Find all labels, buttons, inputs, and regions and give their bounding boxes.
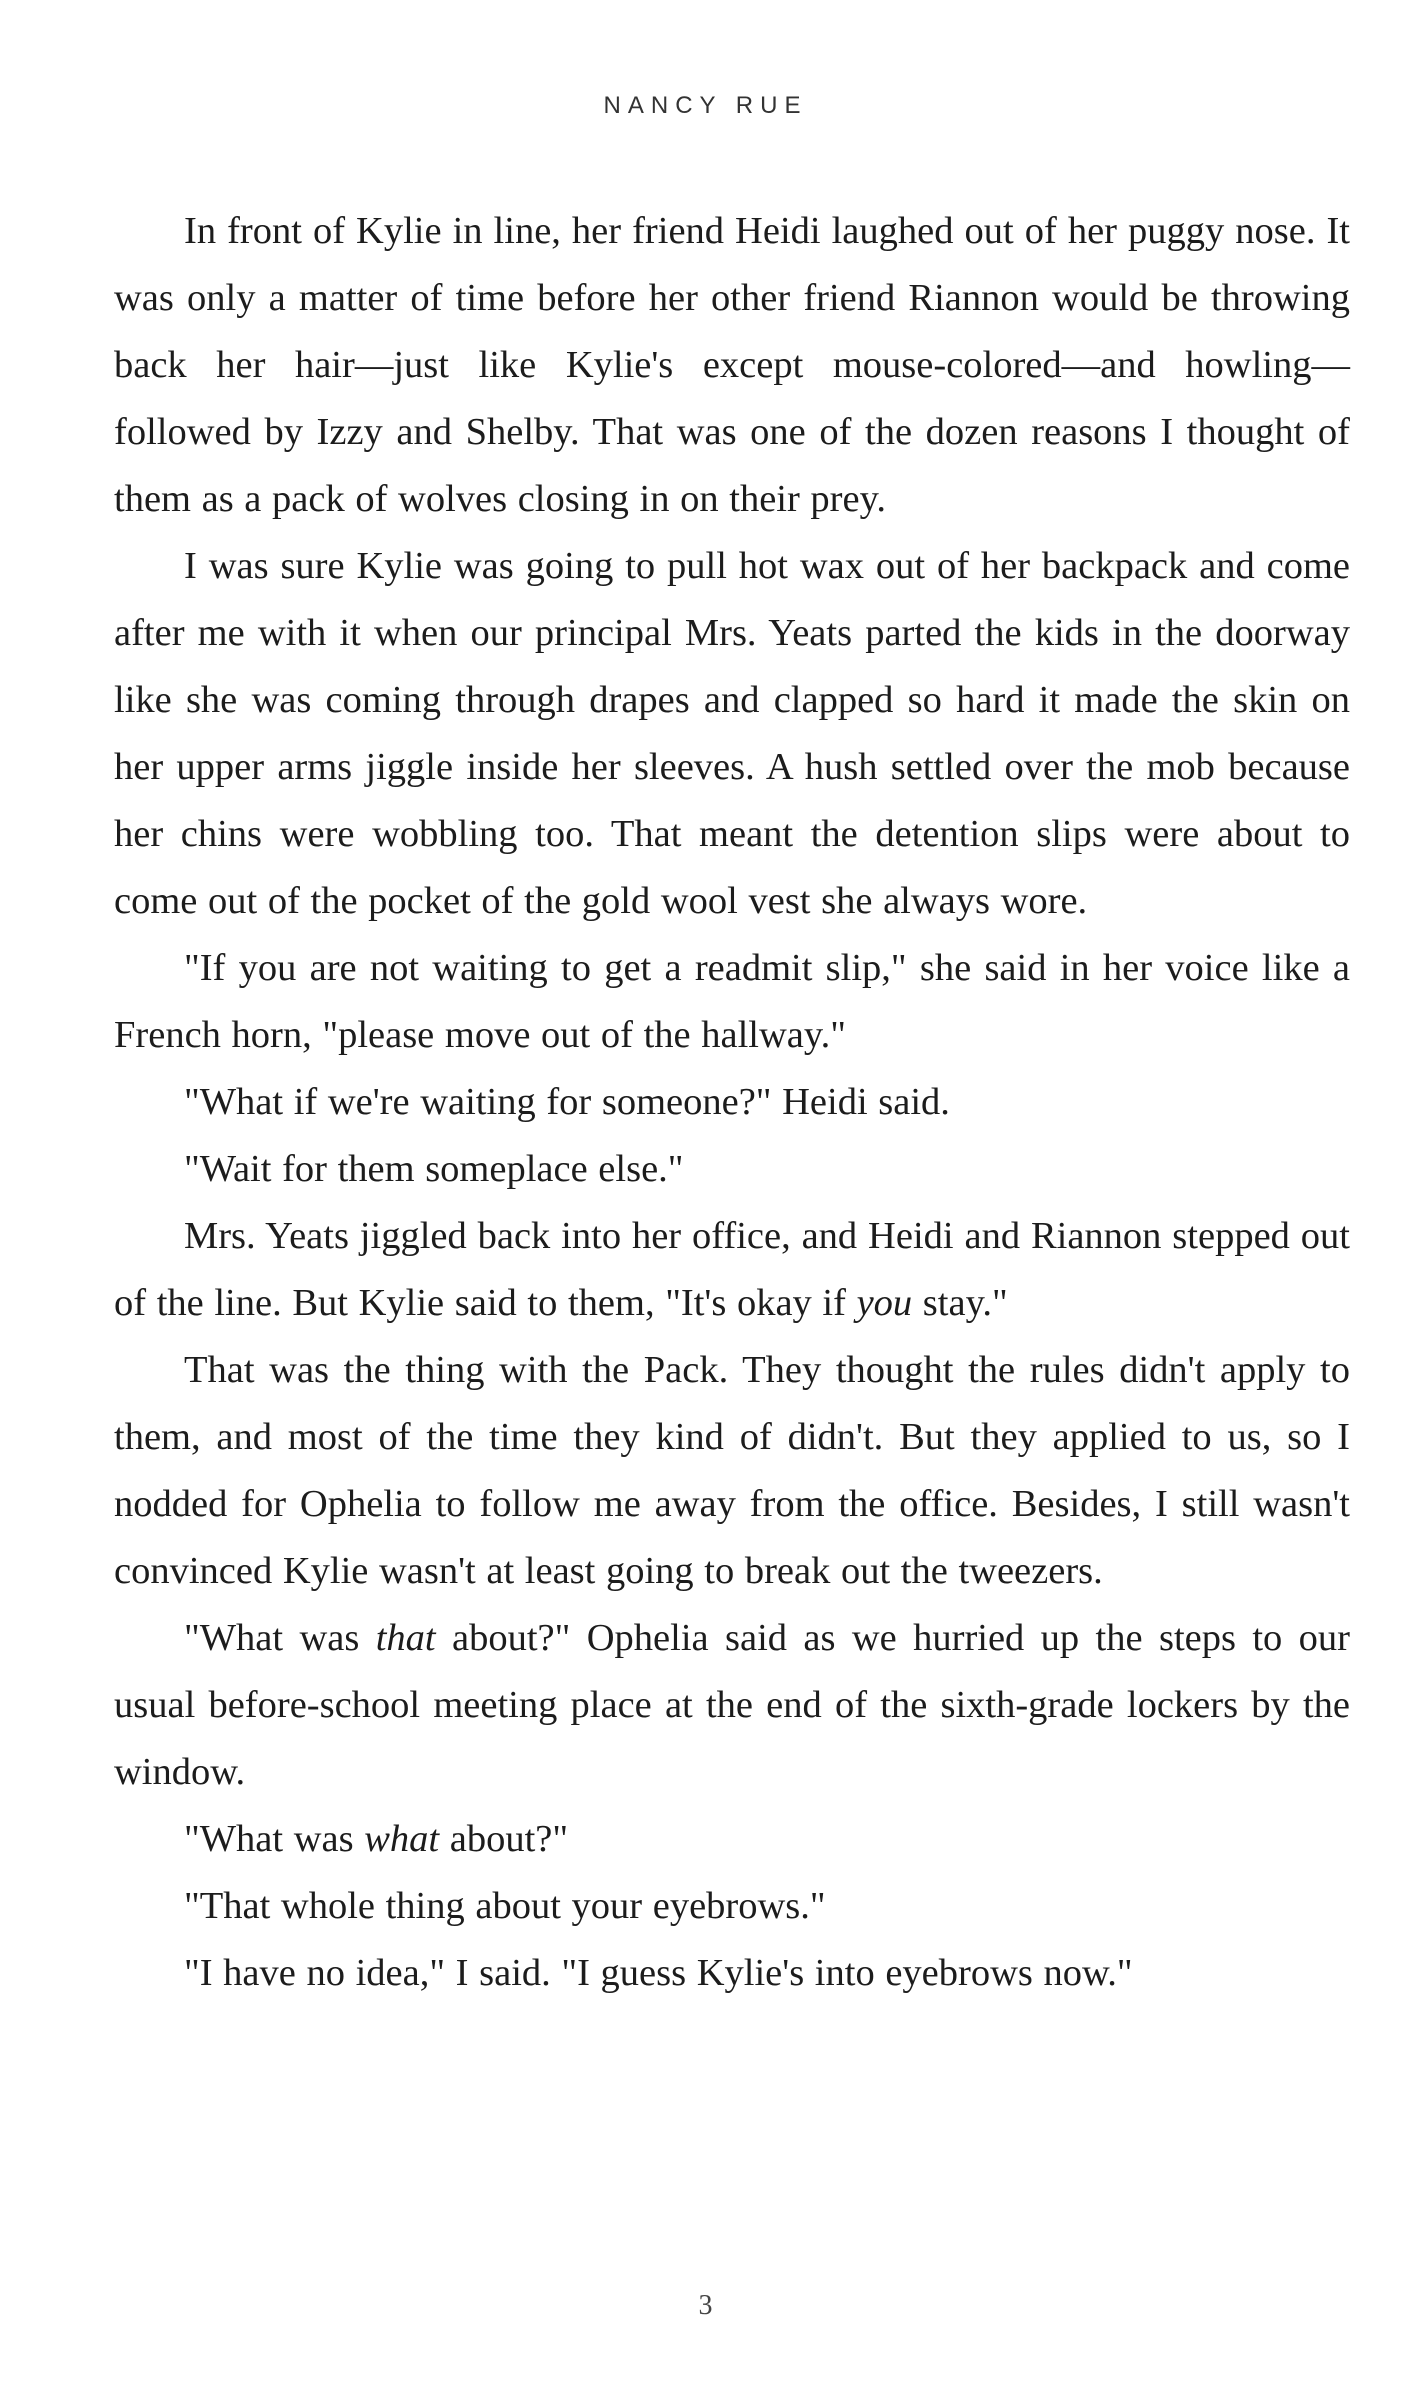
paragraph xyxy=(114,1605,1350,1806)
paragraph xyxy=(114,935,1350,1069)
paragraph-text: "Wait for them someplace else." xyxy=(184,1148,684,1190)
paragraph xyxy=(114,533,1350,935)
paragraph-text: "What was xyxy=(184,1818,365,1860)
italic-emphasis: what xyxy=(364,1818,440,1860)
paragraph-text: "That whole thing about your eyebrows." xyxy=(184,1885,826,1927)
paragraph-text: about?" xyxy=(439,1818,569,1860)
paragraph-text: about?" Ophelia said as we hurried up the steps to our usual before-school meeting place at the end of the sixth-grade lockers by the window. xyxy=(114,1617,1351,1793)
paragraph-text: "What if we're waiting for someone?" Heidi said. xyxy=(184,1081,950,1123)
italic-emphasis: that xyxy=(375,1617,436,1659)
paragraph-text: Mrs. Yeats jiggled back into her office, and Heidi and Riannon stepped out of the line. But Kylie said to them, "It's okay if xyxy=(114,1215,1350,1324)
paragraph xyxy=(114,198,1350,533)
paragraph xyxy=(114,1337,1350,1605)
paragraph-text: stay." xyxy=(912,1282,1008,1324)
paragraph-text: "I have no idea," I said. "I guess Kylie's into eyebrows now." xyxy=(184,1952,1133,1994)
paragraph xyxy=(114,1203,1350,1337)
paragraph-text: That was the thing with the Pack. They thought the rules didn't apply to them, and most of the time they kind of didn't. But they applied to us, so I nodded for Ophelia to follow me away from the office. Besides, I still wasn't convinced Kylie wasn't at least going to break out the tweezers. xyxy=(114,1349,1350,1592)
italic-emphasis: you xyxy=(856,1282,913,1324)
page-number: 3 xyxy=(698,2290,713,2321)
paragraph-text: I was sure Kylie was going to pull hot wax out of her backpack and come after me with it when our principal Mrs. Yeats parted the kids in the doorway like she was coming through drapes and clapped so hard it made the skin on her upper arms jiggle inside her sleeves. A hush settled over the mob because her chins were wobbling too. That meant the detention slips were about to come out of the pocket of the gold wool vest she always wore. xyxy=(114,545,1350,922)
running-head: NANCY RUE xyxy=(603,92,808,119)
paragraph xyxy=(114,1806,1350,1873)
paragraph-text: "If you are not waiting to get a readmit slip," she said in her voice like a French horn, "please move out of the hallway." xyxy=(114,947,1350,1056)
paragraph xyxy=(114,1136,1350,1203)
paragraph-text: In front of Kylie in line, her friend Heidi laughed out of her puggy nose. It was only a matter of time before her other friend Riannon would be throwing back her hair—just like Kylie's except mouse-colored—and howling—followed by Izzy and Shelby. That was one of the dozen reasons I thought of them as a pack of wolves closing in on their prey. xyxy=(114,210,1350,520)
paragraph xyxy=(114,1873,1350,1940)
paragraph-text: "What was xyxy=(184,1617,376,1659)
body-text xyxy=(114,198,1350,2007)
paragraph xyxy=(114,1940,1350,2007)
paragraph xyxy=(114,1069,1350,1136)
